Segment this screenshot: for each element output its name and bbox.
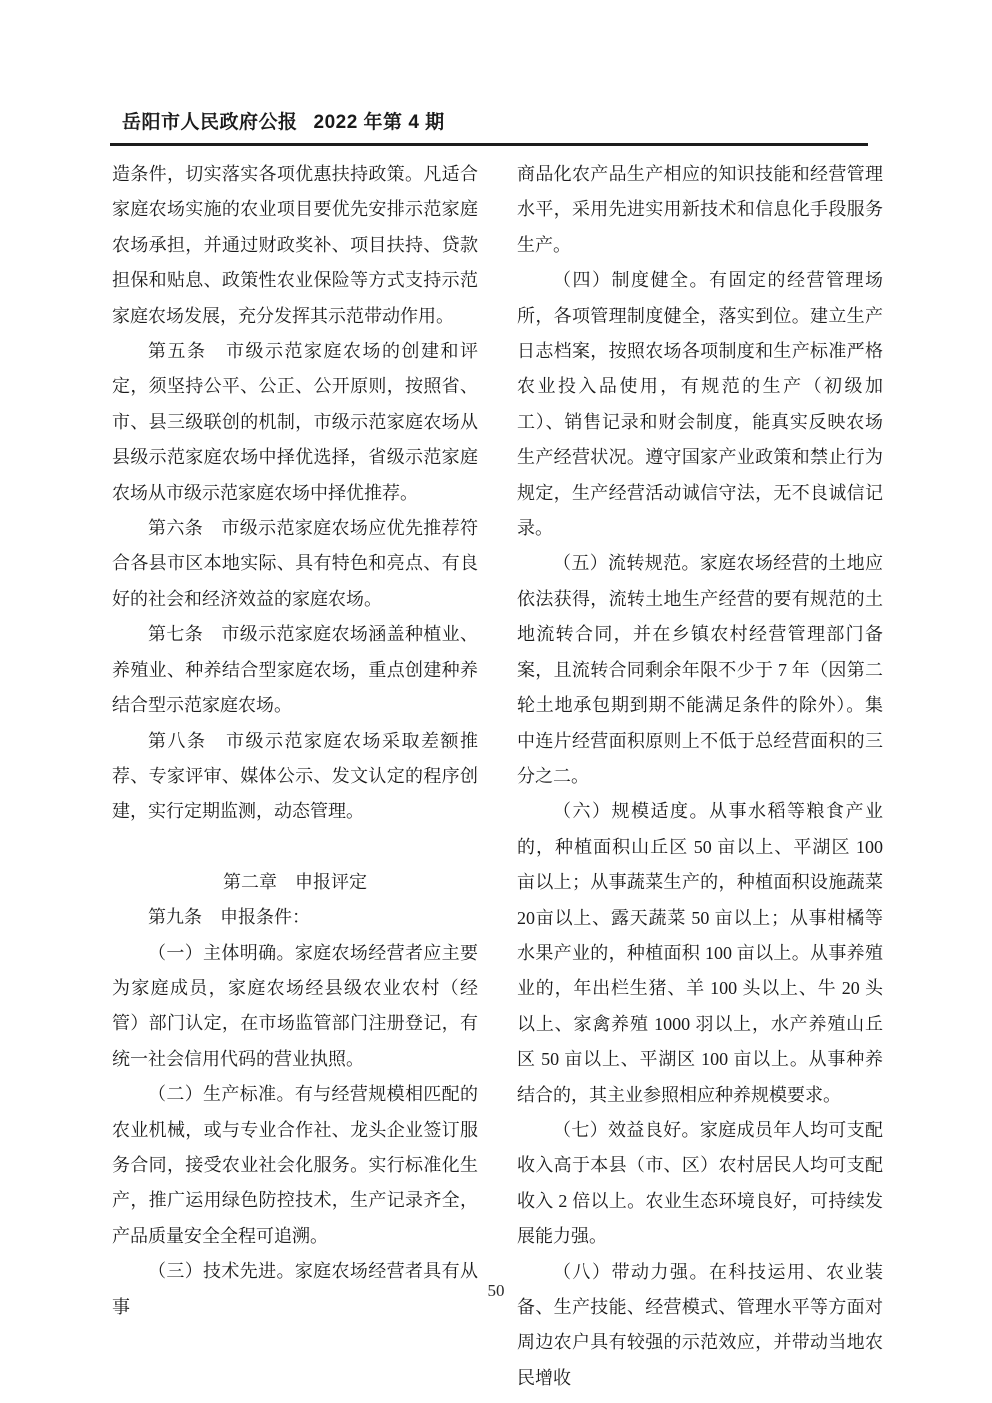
condition-item-5: （五）流转规范。家庭农场经营的土地应依法获得，流转土地生产经营的要有规范的土地流转合同，并在乡镇农村经营管理部门备案，且流转合同剩余年限不少于 7 年（因第二轮土地承包期到期不能满足条件的除外）。集中连片经营面积原则上不低于总经营面积的三分之二。 — [517, 553, 883, 786]
condition-item-7: （七）效益良好。家庭成员年人均可支配收入高于本县（市、区）农村居民人均可支配收入 2 倍以上。农业生态环境良好，可持续发展能力强。 — [517, 1119, 883, 1247]
gazette-issue: 2022 年第 4 期 — [313, 112, 445, 133]
page-number: 50 — [487, 1281, 505, 1300]
text-columns — [112, 157, 883, 1396]
article-5: 第五条 市级示范家庭农场的创建和评定，须坚持公平、公正、公开原则，按照省、市、县三级联创的机制，市级示范家庭农场从县级示范家庭农场中择优选择，省级示范家庭农场从市级示范家庭农场中择优推荐。 — [112, 341, 478, 503]
article-9: 第九条 申报条件： — [148, 907, 310, 928]
condition-item-6: （六）规模适度。从事水稻等粮食产业的，种植面积山丘区 50 亩以上、平湖区 100 亩以上；从事蔬菜生产的，种植面积设施蔬菜20亩以上、露天蔬菜 50 亩以上；从事柑橘等水果产业的，种植面积 100 亩以上。从事养殖业的，年出栏生猪、羊 100 头以上、牛 20 头以上、家禽养殖 1000 羽以上，水产养殖山丘区 50 亩以上、平湖区 100 亩以上。从事种养结合的，其主业参照相应种养规模要求。 — [517, 801, 883, 1105]
page-header — [122, 107, 870, 134]
paragraph-continuation: 造条件，切实落实各项优惠扶持政策。凡适合家庭农场实施的农业项目要优先安排示范家庭农场承担，并通过财政奖补、项目扶持、贷款担保和贴息、政策性农业保险等方式支持示范家庭农场发展，充分发挥其示范带动作用。 — [112, 164, 478, 326]
left-column — [112, 157, 478, 1396]
header-divider — [110, 143, 868, 146]
condition-item-1: （一）主体明确。家庭农场经营者应主要为家庭成员，家庭农场经县级农业农村（经管）部门认定，在市场监管部门注册登记，有统一社会信用代码的营业执照。 — [112, 942, 478, 1069]
condition-item-4: （四）制度健全。有固定的经营管理场所，各项管理制度健全，落实到位。建立生产日志档案，按照农场各项制度和生产标准严格农业投入品使用，有规范的生产（初级加工）、销售记录和财会制度，能真实反映农场生产经营状况。遵守国家产业政策和禁止行为规定，生产经营活动诚信守法，无不良诚信记录。 — [517, 270, 883, 539]
article-7: 第七条 市级示范家庭农场涵盖种植业、养殖业、种养结合型家庭农场，重点创建种养结合型示范家庭农场。 — [112, 624, 478, 716]
gazette-title: 岳阳市人民政府公报 — [122, 112, 298, 133]
condition-item-3: （三）技术先进。家庭农场经营者具有从事 — [112, 1261, 478, 1317]
article-6: 第六条 市级示范家庭农场应优先推荐符合各县市区本地实际、具有特色和亮点、有良好的社会和经济效益的家庭农场。 — [112, 518, 478, 609]
condition-item-2: （二）生产标准。有与经营规模相匹配的农业机械，或与专业合作社、龙头企业签订服务合同，接受农业社会化服务。实行标准化生产，推广运用绿色防控技术，生产记录齐全，产品质量安全全程可追溯。 — [112, 1084, 478, 1246]
article-8: 第八条 市级示范家庭农场采取差额推荐、专家评审、媒体公示、发文认定的程序创建，实行定期监测，动态管理。 — [112, 730, 478, 822]
condition-item-8: （八）带动力强。在科技运用、农业装备、生产技能、经营模式、管理水平等方面对周边农户具有较强的示范效应，并带动当地农民增收 — [517, 1261, 883, 1388]
right-column — [517, 157, 883, 1396]
paragraph-continuation: 商品化农产品生产相应的知识技能和经营管理水平，采用先进实用新技术和信息化手段服务生产。 — [517, 164, 883, 255]
chapter-2-heading: 第二章 申报评定 — [223, 871, 367, 892]
